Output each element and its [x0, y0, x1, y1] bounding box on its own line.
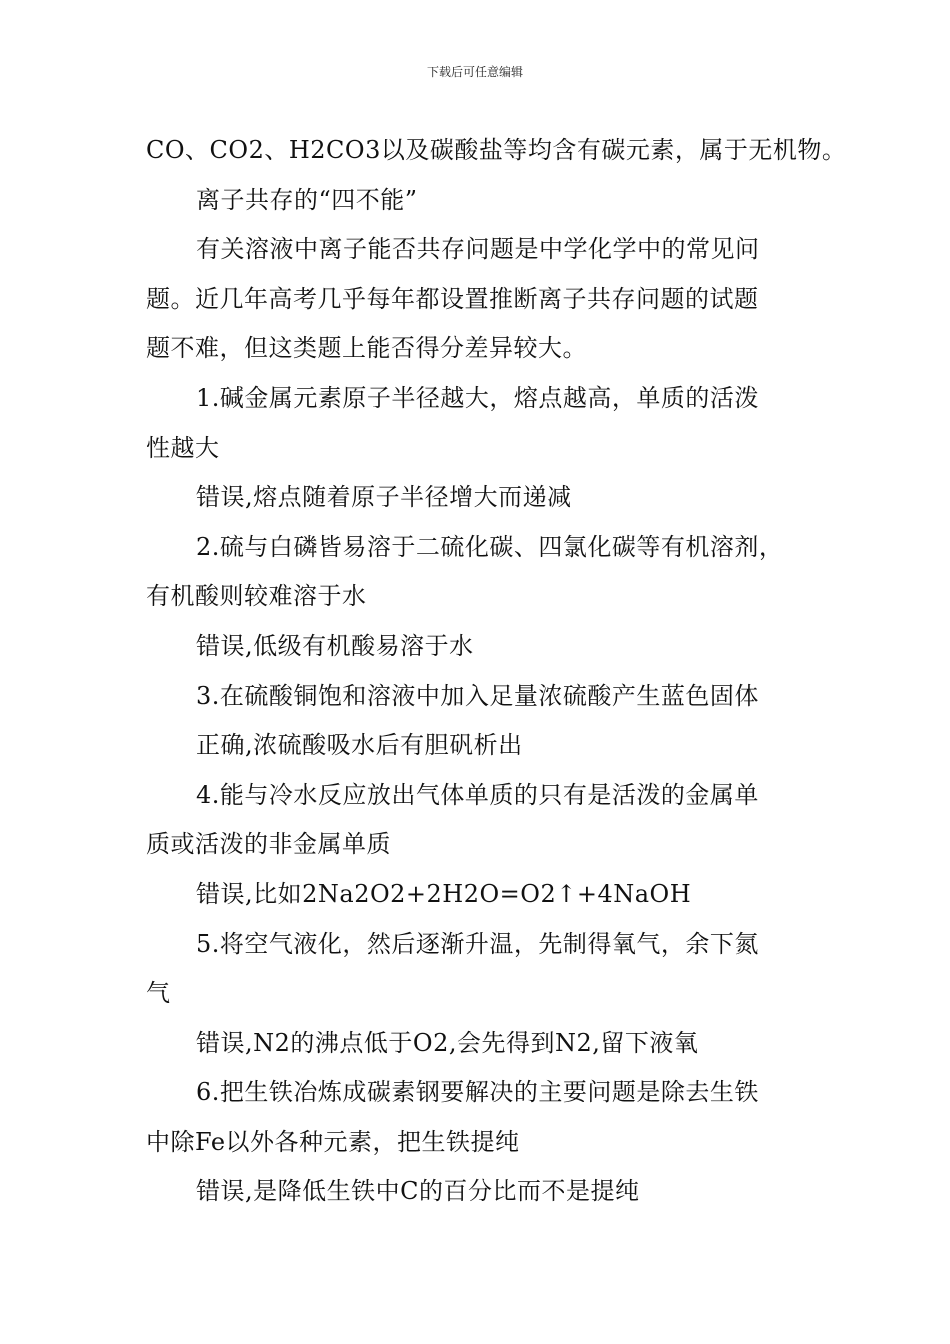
text-line: 有关溶液中离子能否共存问题是中学化学中的常见问 [196, 235, 760, 264]
item-5-statement-cont: 气 [146, 979, 171, 1008]
item-3-answer: 正确,浓硫酸吸水后有胆矾析出 [196, 731, 523, 760]
item-6-statement: 6.把生铁冶炼成碳素钢要解决的主要问题是除去生铁 [196, 1078, 759, 1107]
item-2-statement-cont: 有机酸则较难溶于水 [146, 582, 367, 611]
text-line: 题。近几年高考几乎每年都设置推断离子共存问题的试题 [146, 284, 759, 313]
item-3-statement: 3.在硫酸铜饱和溶液中加入足量浓硫酸产生蓝色固体 [196, 681, 759, 710]
item-4-statement-cont: 质或活泼的非金属单质 [146, 830, 391, 859]
section-heading: 离子共存的“四不能” [196, 185, 418, 214]
item-4-answer: 错误,比如2Na2O2+2H2O=O2↑+4NaOH [196, 879, 692, 908]
item-2-statement: 2.硫与白磷皆易溶于二硫化碳、四氯化碳等有机溶剂， [196, 532, 784, 561]
item-1-statement-cont: 性越大 [146, 433, 220, 462]
item-5-answer: 错误,N2的沸点低于O2,会先得到N2,留下液氧 [196, 1028, 699, 1057]
text-line: CO、CO2、H2CO3以及碳酸盐等均含有碳元素，属于无机物。 [146, 136, 847, 164]
item-4-statement: 4.能与冷水反应放出气体单质的只有是活泼的金属单 [196, 780, 759, 809]
item-6-statement-cont: 中除Fe以外各种元素，把生铁提纯 [146, 1127, 520, 1156]
item-1-answer: 错误,熔点随着原子半径增大而递减 [196, 483, 572, 512]
item-6-answer: 错误,是降低生铁中C的百分比而不是提纯 [196, 1177, 640, 1206]
document-body [146, 126, 847, 1217]
page-header: 下载后可任意编辑 [426, 65, 523, 79]
item-5-statement: 5.将空气液化，然后逐渐升温，先制得氧气，余下氮 [196, 929, 759, 958]
item-2-answer: 错误,低级有机酸易溶于水 [196, 631, 474, 660]
text-line: 题不难，但这类题上能否得分差异较大。 [146, 334, 587, 363]
item-1-statement: 1.碱金属元素原子半径越大，熔点越高，单质的活泼 [196, 383, 759, 412]
